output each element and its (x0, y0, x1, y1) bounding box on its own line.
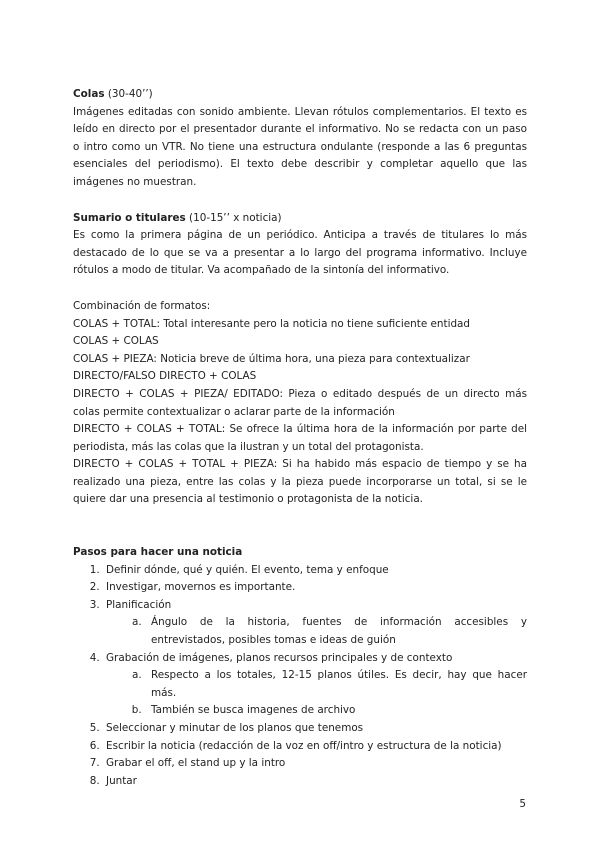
step-text: Investigar, movernos es importante. (106, 581, 296, 594)
pasos-list (73, 562, 527, 791)
list-item (103, 562, 527, 580)
sumario-duration: (10-15’’ x noticia) (185, 211, 282, 224)
sub-list-item: a. Ángulo de la historia, fuentes de información accesibles y entrevistados, posibles tomas e ideas de guión (145, 614, 527, 649)
list-item (103, 650, 527, 720)
sub-list (106, 614, 527, 649)
sumario-heading: Sumario o titulares (73, 211, 186, 224)
combinacion-item: DIRECTO + COLAS + TOTAL: Se ofrece la última hora de la información por parte del periodista, más las colas que la ilustran y un total del protagonista. (73, 423, 527, 453)
combinacion-item: DIRECTO + COLAS + TOTAL + PIEZA: Si ha habido más espacio de tiempo y se ha realizado una pieza, entre las colas y la pieza puede incorporarse un total, si se le quiere dar una presencia al testimonio o protagonista de la noticia. (73, 458, 527, 506)
sub-list-item: a. Respecto a los totales, 12-15 planos útiles. Es decir, hay que hacer más. (145, 667, 527, 702)
step-text: Juntar (106, 774, 137, 787)
list-item (103, 597, 527, 650)
list-item (103, 755, 527, 773)
step-text: Seleccionar y minutar de los planos que tenemos (106, 722, 364, 734)
page-content (73, 86, 527, 790)
combinacion-item: DIRECTO/FALSO DIRECTO + COLAS (73, 370, 257, 383)
step-text: Planificación (106, 598, 172, 611)
combinacion-item: COLAS + PIEZA: Noticia breve de última hora, una pieza para contextualizar (73, 352, 470, 365)
list-item (103, 773, 527, 791)
pasos-heading: Pasos para hacer una noticia (73, 546, 243, 559)
step-text: Grabación de imágenes, planos recursos principales y de contexto (106, 651, 453, 664)
sumario-section (73, 210, 527, 228)
list-item (103, 720, 527, 738)
combinacion-item: DIRECTO + COLAS + PIEZA/ EDITADO: Pieza o editado después de un directo más colas permite contextualizar o aclarar parte de la información (73, 387, 527, 418)
combinaciones-heading: Combinación de formatos: (73, 299, 211, 312)
page-number: 5 (519, 798, 526, 810)
sub-list (106, 667, 527, 720)
step-text: Escribir la noticia (redacción de la voz en off/intro y estructura de la noticia) (106, 739, 502, 752)
step-text: Grabar el off, el stand up y la intro (106, 757, 286, 770)
step-text: Definir dónde, qué y quién. El evento, tema y enfoque (106, 563, 389, 576)
sub-list-item: b. También se busca imagenes de archivo (145, 702, 527, 720)
colas-paragraph: Imágenes editadas con sonido ambiente. Llevan rótulos complementarios. El texto es leído en directo por el presentador durante el informativo. No se redacta con un paso o intro como un VTR. No tiene una estructura ondulante (responde a las 6 preguntas esenciales del periodismo). El texto debe describir y completar aquello que las imágenes no muestran. (73, 105, 527, 188)
list-item (103, 579, 527, 597)
combinacion-item: COLAS + TOTAL: Total interesante pero la noticia no tiene suficiente entidad (73, 317, 471, 330)
colas-section (73, 86, 527, 104)
colas-heading: Colas (73, 88, 105, 100)
combinacion-item: COLAS + COLAS (73, 335, 159, 348)
sumario-paragraph: Es como la primera página de un periódico. Anticipa a través de titulares lo más destacado de lo que se va a presentar a lo largo del programa informativo. Incluye rótulos a modo de titular. Va acompañado de la sintonía del informativo. (73, 229, 527, 277)
colas-duration: (30-40’’) (104, 88, 153, 100)
list-item (103, 738, 527, 756)
